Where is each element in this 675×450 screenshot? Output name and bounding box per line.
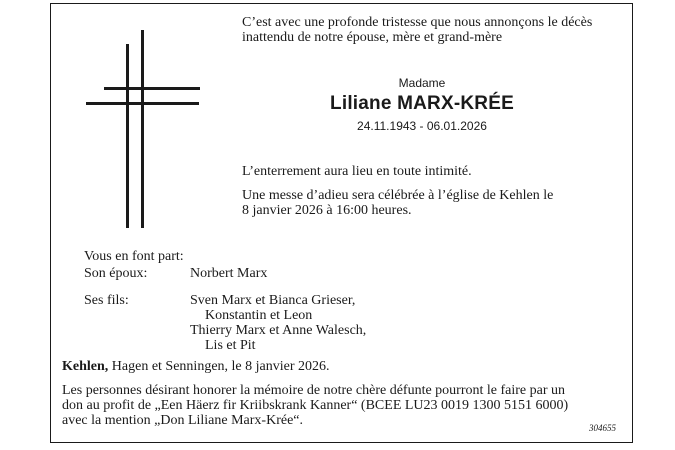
intro-line-1: C’est avec une profonde tristesse que nous annonçons le décès <box>242 15 593 30</box>
spouse-name: Norbert Marx <box>190 266 268 281</box>
place-rest: Hagen et Senningen, le 8 janvier 2026. <box>111 359 330 374</box>
spouse-label: Son époux: <box>84 266 148 281</box>
honorific: Madame <box>398 76 446 90</box>
son-line: Lis et Pit <box>205 338 256 353</box>
place-date <box>62 359 330 375</box>
donation-line-2: don au profit de „Een Häerz fir Kriibskrank Kanner“ (BCEE LU23 0019 1300 5151 6000) <box>62 398 569 413</box>
announce-label: Vous en font part: <box>84 249 184 264</box>
burial-text: L’enterrement aura lieu en toute intimité. <box>242 164 472 179</box>
mass-line-1: Une messe d’adieu sera célébrée à l’église de Kehlen le <box>242 188 554 203</box>
reference-number: 304655 <box>589 423 616 433</box>
son-line: Thierry Marx et Anne Walesch, <box>190 323 367 338</box>
life-dates: 24.11.1943 - 06.01.2026 <box>357 119 487 133</box>
donation-line-1: Les personnes désirant honorer la mémoire de notre chère défunte pourront le faire par un <box>62 383 566 398</box>
mass-line-2: 8 janvier 2026 à 16:00 heures. <box>242 203 412 218</box>
son-line: Sven Marx et Bianca Grieser, <box>190 293 356 308</box>
donation-line-3: avec la mention „Don Liliane Marx-Krée“. <box>62 413 304 428</box>
son-line: Konstantin et Leon <box>205 308 313 323</box>
intro-line-2: inattendu de notre épouse, mère et grand-mère <box>242 30 503 45</box>
sons-label: Ses fils: <box>84 293 129 308</box>
deceased-name: Liliane MARX-KRÉE <box>330 93 514 114</box>
place-bold: Kehlen, <box>62 359 109 374</box>
obituary-frame <box>50 3 633 443</box>
